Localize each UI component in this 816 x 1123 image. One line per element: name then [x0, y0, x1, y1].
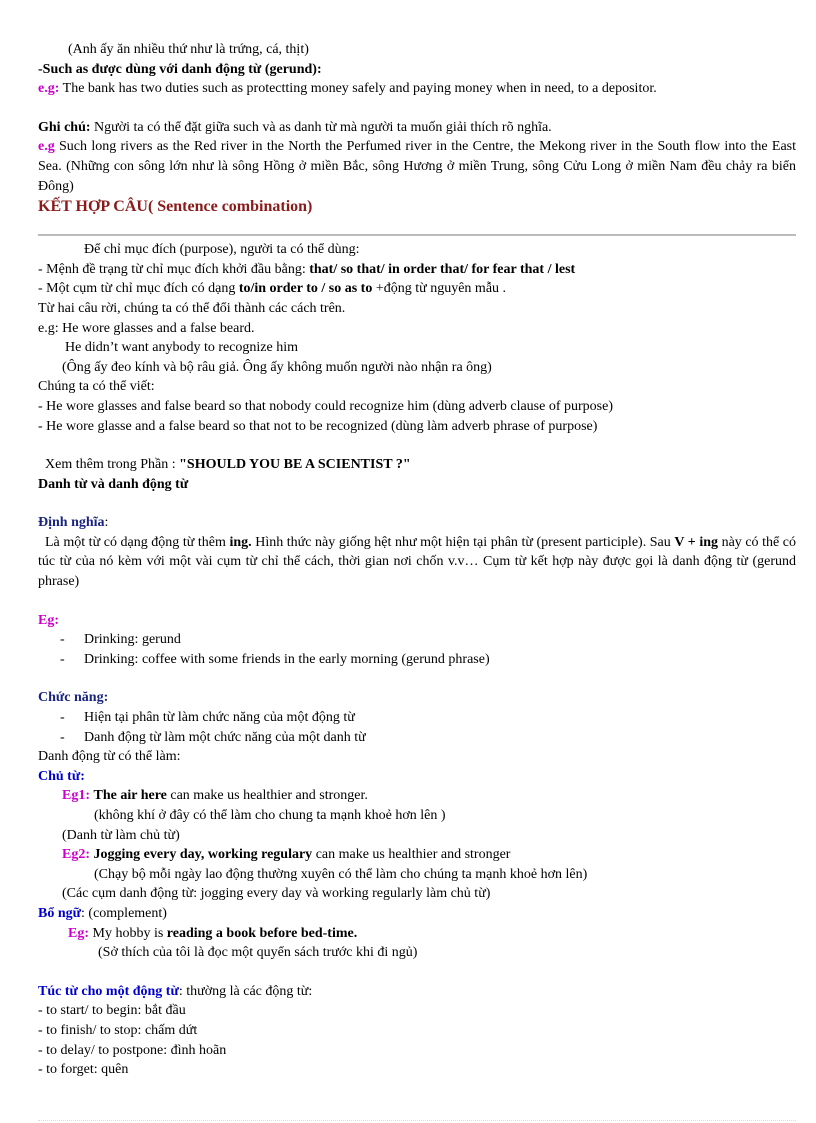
- example-line: [38, 786, 796, 806]
- eg-label: e.g:: [38, 81, 60, 97]
- verb-item: - to forget: quên: [38, 1062, 129, 1078]
- bold-span: reading a book before bed-time.: [166, 925, 358, 941]
- text-span: My hobby is: [89, 925, 167, 941]
- text-line: [38, 260, 796, 280]
- text-span: +động từ nguyên mẫu .: [372, 281, 507, 297]
- text-span: - Mệnh đề trạng từ chỉ mục đích khởi đầu bằng:: [38, 261, 310, 277]
- eg-text: Such long rivers as the Red river in the North the Perfumed river in the Centre, the Mekong river in the South flow into the East Sea. (Những con sông lớn như là sông Hồng ở miền Bắc, sông Hương ở miền Trung, sông Cửu Long ở miền Nam đều chảy ra biển Đông): [38, 139, 796, 194]
- text-span: Hình thức này giống hệt như một hiện tại phân từ (present participle). Sau: [251, 534, 675, 550]
- eg-label: Eg2:: [62, 847, 90, 863]
- text-line: (Các cụm danh động từ: jogging every day và working regularly làm chủ từ): [62, 886, 491, 902]
- list-item: - Drinking: coffee with some friends in the early morning (gerund phrase): [60, 651, 490, 667]
- text-span: Xem thêm trong Phần :: [45, 457, 180, 473]
- definition-heading: [38, 513, 796, 533]
- text-line: - He wore glasses and false beard so that nobody could recognize him (dùng adverb clause of purpose): [38, 398, 613, 414]
- example-line: [38, 924, 796, 944]
- bold-span: ing.: [229, 534, 252, 550]
- list-item-text: Drinking: coffee with some friends in the early morning (gerund phrase): [84, 651, 490, 667]
- text-line: (Danh từ làm chủ từ): [62, 827, 180, 843]
- list-item-text: Hiện tại phân từ làm chức năng của một động từ: [84, 710, 355, 726]
- eg-heading: Eg:: [38, 612, 59, 628]
- bold-span: Jogging every day, working regulary: [93, 847, 313, 863]
- heading-label: Túc từ cho một động từ: [38, 983, 179, 999]
- section-title: KẾT HỢP CÂU( Sentence combination): [38, 198, 313, 216]
- verb-item: - to start/ to begin: bắt đầu: [38, 1003, 186, 1019]
- eg-label: Eg1:: [62, 788, 90, 804]
- list-item-text: Danh động từ làm một chức năng của một danh từ: [84, 729, 366, 745]
- document-page: [38, 40, 796, 1080]
- text-span: :: [104, 515, 109, 531]
- bold-span: V + ing: [674, 534, 718, 550]
- verb-item: - to finish/ to stop: chấm dứt: [38, 1022, 198, 1038]
- complement-heading: [38, 904, 796, 924]
- verb-item: - to delay/ to postpone: đình hoãn: [38, 1042, 227, 1058]
- bold-span: to/in order to / so as to: [238, 281, 373, 297]
- text-line: Danh động từ có thể làm:: [38, 749, 181, 765]
- text-line: e.g: He wore glasses and a false beard.: [38, 320, 255, 336]
- text-line: He didn’t want anybody to recognize him: [65, 340, 299, 356]
- text-line: (Chạy bộ mỗi ngày lao động thường xuyên có thể làm cho chúng ta mạnh khoẻ hơn lên): [94, 866, 588, 882]
- bold-span: that/ so that/ in order that/ for fear that / lest: [309, 261, 576, 277]
- divider: [38, 234, 796, 236]
- text-line: (không khí ở đây có thể làm cho chung ta mạnh khoẻ hơn lên ): [94, 808, 446, 823]
- list-item: - Hiện tại phân từ làm chức năng của một động từ: [60, 710, 355, 726]
- text-span: Là một từ có dạng động từ thêm: [45, 534, 230, 550]
- text-line: (Sở thích của tôi là đọc một quyển sách trước khi đi ngủ): [98, 945, 418, 961]
- text-line: Để chỉ mục đích (purpose), người ta có thể dùng:: [84, 242, 360, 258]
- text-line: - He wore glasse and a false beard so that not to be recognized (dùng làm adverb phrase of purpose): [38, 418, 598, 434]
- text-line: Từ hai câu rời, chúng ta có thể đổi thành các cách trên.: [38, 300, 346, 316]
- text-line: Chúng ta có thể viết:: [38, 379, 155, 395]
- text-span: : thường là các động từ:: [178, 983, 313, 999]
- text-span: này có thể có túc từ của nó kèm với một vài cụm từ chỉ thể cách, thời gian nơi chốn v.v… Cụm từ kết hợp này được gọi là danh động từ (gerund phrase): [38, 534, 797, 590]
- list-item: - Danh động từ làm một chức năng của một danh từ: [60, 729, 366, 745]
- page-bottom-divider: [38, 1120, 796, 1121]
- note-label: Ghi chú:: [38, 119, 91, 135]
- definition-paragraph: [38, 533, 796, 592]
- text-line: [38, 279, 796, 299]
- heading-label: Định nghĩa: [38, 515, 105, 531]
- object-heading: [38, 982, 796, 1002]
- subject-heading: Chủ từ:: [38, 768, 85, 784]
- note-example: [38, 137, 796, 196]
- eg-text: The bank has two duties such as protectting money safely and paying money when in need, to a depositor.: [59, 81, 657, 97]
- note-text: Người ta có thể đặt giữa such và as danh từ mà người ta muốn giải thích rõ nghĩa.: [90, 119, 552, 135]
- list-item-text: Drinking: gerund: [84, 632, 181, 648]
- text-span: : (complement): [81, 905, 167, 921]
- note-line: [38, 118, 796, 138]
- example-line: [38, 79, 796, 99]
- see-more-line: [38, 455, 796, 475]
- text-span: can make us healthier and stronger: [312, 847, 511, 863]
- list-item: - Drinking: gerund: [60, 632, 181, 648]
- example-line: [38, 845, 796, 865]
- eg-label: Eg:: [68, 925, 89, 941]
- text-line: -Such as được dùng với danh động từ (gerund):: [38, 61, 322, 77]
- heading-label: Bổ ngữ: [38, 905, 82, 921]
- bold-span: The air here: [93, 788, 167, 804]
- function-heading: Chức năng:: [38, 690, 109, 706]
- text-span: - Một cụm từ chỉ mục đích có dạng: [38, 281, 239, 297]
- eg-label: e.g: [38, 139, 55, 155]
- bold-span: "SHOULD YOU BE A SCIENTIST ?": [179, 457, 411, 473]
- text-span: can make us healthier and stronger.: [166, 788, 368, 804]
- text-line: (Ông ấy đeo kính và bộ râu giả. Ông ấy không muốn người nào nhận ra ông): [62, 359, 492, 375]
- section-heading: Danh từ và danh động từ: [38, 476, 189, 492]
- text-line: (Anh ấy ăn nhiều thứ như là trứng, cá, thịt): [68, 42, 309, 57]
